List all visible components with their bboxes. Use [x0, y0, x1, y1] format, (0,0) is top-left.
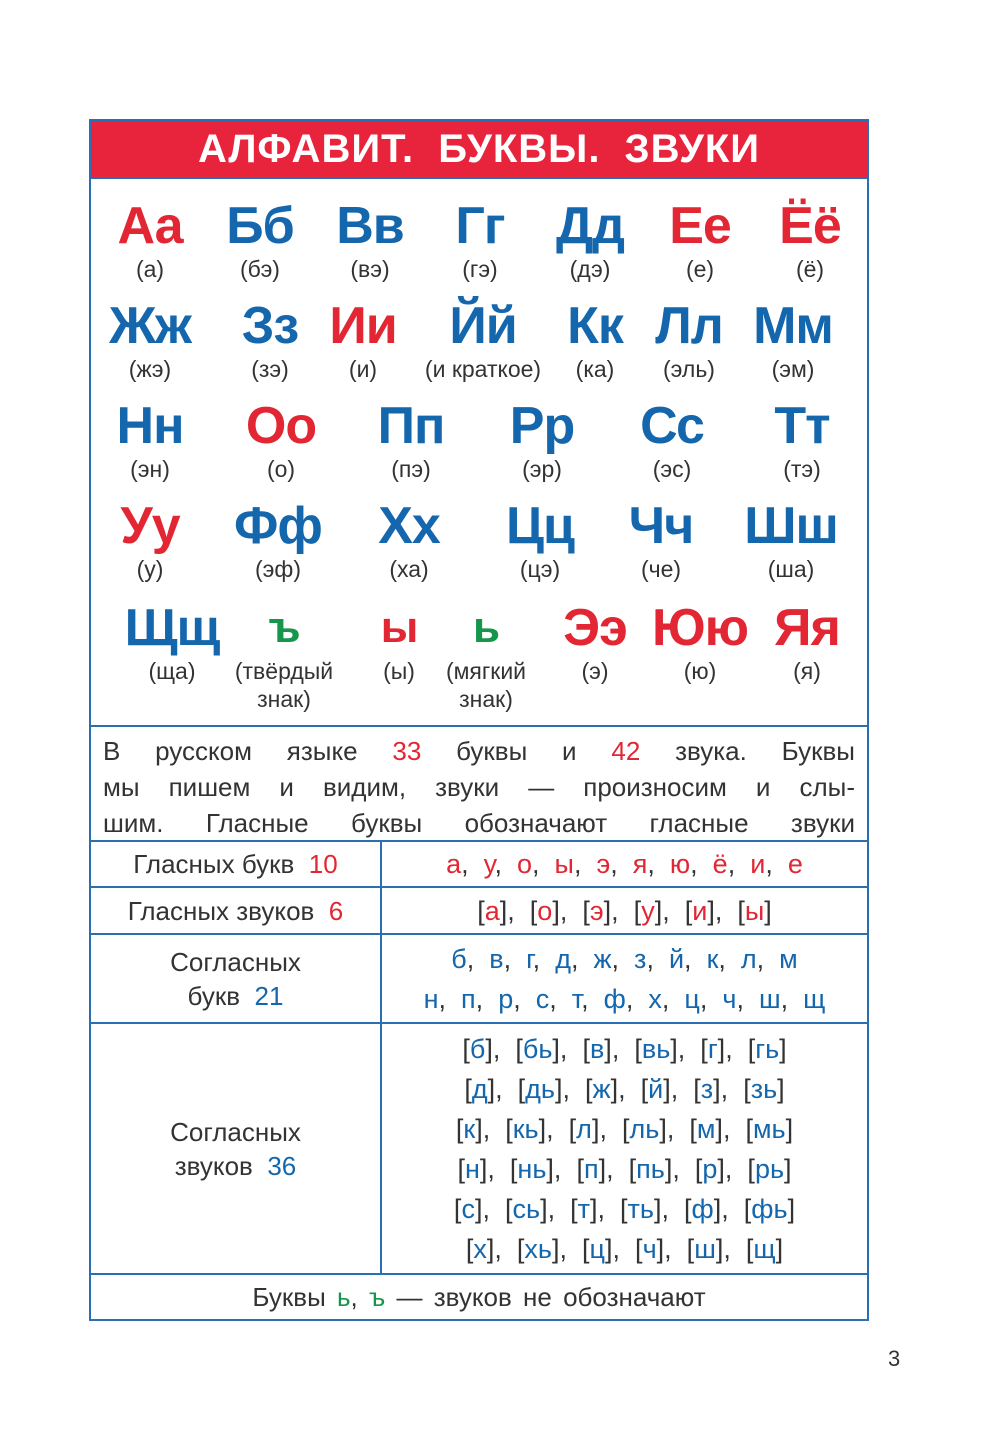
sound-item: сь	[512, 1193, 541, 1224]
letter-name: (мягкий	[445, 658, 527, 684]
hard-sign: ъ	[369, 1282, 386, 1312]
sound-item: м	[696, 1113, 716, 1144]
letter-cell	[303, 297, 423, 383]
letter-cell	[218, 497, 338, 583]
letter-item: л	[740, 943, 757, 974]
vowel-sounds-label	[91, 888, 382, 933]
consonant-letters-count: 21	[254, 980, 284, 1011]
label-text: Гласных звуков	[127, 895, 315, 926]
sound-item: ть	[627, 1193, 654, 1224]
letter-glyph: Ее	[669, 197, 731, 255]
letter-glyph: Чч	[628, 497, 694, 555]
letter-glyph: Ээ	[563, 599, 627, 657]
footer-note: Буквы ь , ъ — звуков не обозначают	[252, 1282, 706, 1312]
letter-item: ч	[722, 983, 737, 1014]
consonant-letters-list: б, в, г, д, ж, з, й, к, л, м н, п, р, с, т, ф, х, ц, ч, ш, щ	[423, 943, 826, 1014]
consonant-letters-row	[91, 935, 867, 1024]
consonant-sounds-list: [б], [бь], [в], [вь], [г], [гь] [д], [дь], [ж], [й], [з], [зь] [к], [кь], [л], [ль], [м], [мь] [н], [нь], [п], [пь], [р], [рь] [с], [сь], [т], [ть], [ф], [фь] [х], [хь], [ц], [ч], [ш], [щ]	[453, 1033, 796, 1264]
letter-cell	[112, 599, 232, 685]
letter-cell	[601, 497, 721, 583]
sound-count: 42	[611, 736, 641, 766]
letter-cell	[420, 197, 540, 283]
letter-name: (эль)	[663, 356, 715, 382]
footer-text: Буквы	[252, 1282, 326, 1312]
letter-name: (о)	[266, 456, 296, 482]
sound-item: э	[589, 895, 604, 926]
letter-item: т	[571, 983, 582, 1014]
sound-item: н	[464, 1153, 480, 1184]
letter-name: (жэ)	[128, 356, 172, 382]
letter-glyph: Юю	[651, 599, 749, 657]
letter-glyph: Жж	[109, 297, 191, 355]
letter-item: з	[634, 943, 647, 974]
sound-item: з	[700, 1073, 714, 1104]
letter-cell	[482, 397, 602, 483]
sound-item: о	[537, 895, 553, 926]
letter-cell	[423, 297, 543, 383]
letter-glyph: ы	[380, 603, 418, 652]
letter-name: (ё)	[795, 256, 825, 282]
sound-item: в	[589, 1033, 605, 1064]
letter-name: (я)	[793, 658, 821, 684]
letter-glyph: Дд	[555, 197, 625, 255]
letter-glyph: ъ	[268, 603, 300, 652]
letter-name: (ы)	[383, 658, 415, 684]
letter-name: (ха)	[389, 556, 429, 582]
sound-item: вь	[641, 1033, 671, 1064]
letter-item: ы	[554, 849, 574, 879]
letter-glyph: Щщ	[124, 599, 220, 657]
alphabet-table	[89, 119, 869, 1321]
letter-name: (че)	[640, 556, 682, 582]
label-text: Согласных	[170, 1116, 301, 1147]
letter-item: ж	[593, 943, 612, 974]
vowel-letters-list: а, у, о, ы, э, я, ю, ё, и, е	[446, 849, 803, 879]
sound-item: мь	[752, 1113, 786, 1144]
letter-cell	[349, 497, 469, 583]
sound-item: б	[469, 1033, 486, 1064]
sound-item: к	[463, 1113, 476, 1144]
sound-item: бь	[522, 1033, 553, 1064]
letter-cell	[742, 397, 862, 483]
consonant-letters-label	[91, 935, 382, 1022]
letter-count: 33	[392, 736, 422, 766]
letter-item: ш	[758, 983, 781, 1014]
vowel-letters-count: 10	[308, 849, 338, 879]
intro-line-1	[103, 733, 855, 769]
sound-item: с	[461, 1193, 475, 1224]
letter-cell	[90, 497, 210, 583]
letter-item: э	[596, 849, 611, 879]
letter-glyph: Нн	[116, 397, 184, 455]
intro-line-3: шим. Гласные буквы обозначают гласные звуки	[103, 808, 855, 838]
letter-glyph: Ёё	[779, 197, 841, 255]
letter-name: (и)	[348, 356, 378, 382]
intro-text-b: буквы и	[456, 736, 577, 766]
letter-cell	[733, 297, 853, 383]
sound-item: ц	[589, 1233, 606, 1264]
letter-glyph: Бб	[226, 197, 294, 255]
letter-name: (пэ)	[391, 456, 431, 482]
label-text: Гласных букв	[133, 849, 295, 879]
letter-item: й	[668, 943, 685, 974]
letter-glyph: Шш	[744, 497, 838, 555]
sound-item: г	[707, 1033, 718, 1064]
sound-item: фь	[751, 1193, 788, 1224]
letter-name: (ка)	[575, 356, 615, 382]
label-text: Согласных	[170, 946, 301, 977]
letter-name: (эм)	[771, 356, 815, 382]
consonant-sounds-count: 36	[267, 1150, 297, 1181]
letter-name: (зэ)	[251, 356, 289, 382]
letter-item: к	[706, 943, 719, 974]
letter-cell	[750, 197, 870, 283]
letter-item: е	[787, 849, 803, 879]
letter-glyph: Хх	[378, 497, 440, 555]
sound-item: д	[471, 1073, 488, 1104]
letter-name: (и краткое)	[424, 356, 542, 382]
vowel-letters-row	[91, 842, 867, 888]
alphabet-grid	[91, 179, 867, 727]
letter-item: щ	[803, 983, 826, 1014]
consonant-sounds-label	[91, 1024, 382, 1273]
letter-name: (дэ)	[569, 256, 611, 282]
letter-name: знак)	[459, 686, 513, 712]
letter-name: (эф)	[255, 556, 301, 582]
letter-cell	[426, 599, 546, 713]
sound-item: ф	[691, 1193, 714, 1224]
letter-cell	[480, 497, 600, 583]
letter-item: у	[483, 849, 495, 879]
letter-glyph: Кк	[567, 297, 623, 355]
sound-item: хь	[524, 1233, 552, 1264]
letter-glyph: Фф	[234, 497, 322, 555]
letter-cell	[629, 297, 749, 383]
vowel-letters-label	[91, 842, 382, 886]
soft-sign: ь	[337, 1282, 351, 1312]
vowel-sounds-list: [а], [о], [э], [у], [и], [ы]	[477, 895, 772, 926]
letter-name: (ю)	[683, 658, 717, 684]
consonant-sounds-row	[91, 1024, 867, 1275]
letter-glyph: Цц	[506, 497, 574, 555]
letter-cell	[90, 197, 210, 283]
letter-cell	[731, 497, 851, 583]
letter-name: знак)	[257, 686, 311, 712]
letter-name: (э)	[581, 658, 609, 684]
letter-name: (эн)	[130, 456, 170, 482]
letter-name: (е)	[685, 256, 715, 282]
letter-glyph: Лл	[655, 297, 723, 355]
intro-text-a: В русском языке	[103, 736, 358, 766]
letter-cell	[747, 599, 867, 685]
letter-cell	[612, 397, 732, 483]
letter-item: д	[555, 943, 571, 974]
letter-name: (бэ)	[240, 256, 280, 282]
letter-glyph: Сс	[640, 397, 704, 455]
letter-item: ю	[669, 849, 691, 879]
letter-item: ё	[712, 849, 728, 879]
sound-item: нь	[517, 1153, 547, 1184]
sound-item: зь	[750, 1073, 778, 1104]
letter-glyph: Ии	[329, 297, 397, 355]
sound-item: кь	[512, 1113, 539, 1144]
letter-item: р	[498, 983, 514, 1014]
letter-name: (эс)	[652, 456, 692, 482]
letter-item: я	[632, 849, 648, 879]
letter-glyph: Мм	[753, 297, 833, 355]
letter-item: х	[648, 983, 662, 1014]
label-text: звуков	[174, 1150, 253, 1181]
letter-glyph: Рр	[509, 397, 575, 455]
letter-item: ц	[684, 983, 700, 1014]
sound-item: ы	[744, 895, 765, 926]
letter-item: в	[489, 943, 504, 974]
letter-cell	[310, 197, 430, 283]
sound-item: л	[576, 1113, 592, 1144]
letter-cell	[640, 599, 760, 685]
vowel-sounds-row	[91, 888, 867, 935]
sound-item: у	[641, 895, 655, 926]
letter-glyph: Пп	[377, 397, 445, 455]
letter-name: (а)	[135, 256, 165, 282]
sound-item: пь	[636, 1153, 665, 1184]
letter-name: (цэ)	[519, 556, 561, 582]
sound-item: п	[583, 1153, 599, 1184]
sound-item: рь	[754, 1153, 785, 1184]
intro-text	[91, 727, 867, 842]
label-text: букв	[187, 980, 241, 1011]
sound-item: а	[484, 895, 500, 926]
letter-item: и	[750, 849, 766, 879]
letter-item: г	[526, 943, 533, 974]
letter-cell	[90, 297, 210, 383]
letter-cell	[351, 397, 471, 483]
letter-item: б	[451, 943, 467, 974]
letter-cell	[535, 599, 655, 685]
letter-item: а	[446, 849, 462, 879]
letter-glyph: ь	[472, 603, 500, 652]
letter-glyph: Йй	[449, 297, 517, 355]
page-number: 3	[888, 1346, 901, 1371]
page-title: АЛФАВИТ. БУКВЫ. ЗВУКИ	[91, 121, 867, 179]
sound-item: ш	[694, 1233, 716, 1264]
letter-cell	[640, 197, 760, 283]
letter-name: (ща)	[148, 658, 196, 684]
letter-glyph: Зз	[241, 297, 299, 355]
letter-glyph: Тт	[774, 397, 830, 455]
intro-text-c: звука. Буквы	[675, 736, 855, 766]
sound-item: ч	[642, 1233, 657, 1264]
letter-glyph: Уу	[120, 497, 180, 555]
sound-item: щ	[753, 1233, 776, 1264]
letter-item: с	[535, 983, 550, 1014]
sound-item: х	[473, 1233, 487, 1264]
letter-item: о	[517, 849, 533, 879]
vowel-sounds-count: 6	[328, 895, 344, 926]
intro-line-2: мы пишем и видим, звуки — произносим и слы-	[103, 772, 855, 802]
letter-glyph: Вв	[336, 197, 404, 255]
letter-item: н	[423, 983, 439, 1014]
letter-name: (ша)	[767, 556, 815, 582]
letter-cell	[221, 397, 341, 483]
letter-cell	[90, 397, 210, 483]
letter-item: ф	[603, 983, 626, 1014]
letter-name: (у)	[136, 556, 164, 582]
letter-glyph: Гг	[455, 197, 505, 255]
letter-cell	[200, 197, 320, 283]
letter-name: (твёрдый	[234, 658, 334, 684]
sound-item: ль	[629, 1113, 660, 1144]
letter-name: (эр)	[522, 456, 562, 482]
sound-item: гь	[755, 1033, 780, 1064]
letter-name: (тэ)	[783, 456, 821, 482]
sound-item: й	[648, 1073, 664, 1104]
sound-item: р	[702, 1153, 718, 1184]
footer-text: — звуков не обозначают	[396, 1282, 706, 1312]
letter-glyph: Оо	[245, 397, 317, 455]
letter-name: (гэ)	[462, 256, 498, 282]
sound-item: и	[692, 895, 708, 926]
sound-item: т	[577, 1193, 590, 1224]
letter-glyph: Аа	[117, 197, 183, 255]
letter-cell	[530, 197, 650, 283]
sound-item: ж	[592, 1073, 611, 1104]
letter-name: (вэ)	[350, 256, 390, 282]
letter-item: м	[779, 943, 798, 974]
letter-glyph: Яя	[774, 599, 840, 657]
letter-cell	[224, 599, 344, 713]
letter-item: п	[461, 983, 476, 1014]
sound-item: дь	[525, 1073, 555, 1104]
